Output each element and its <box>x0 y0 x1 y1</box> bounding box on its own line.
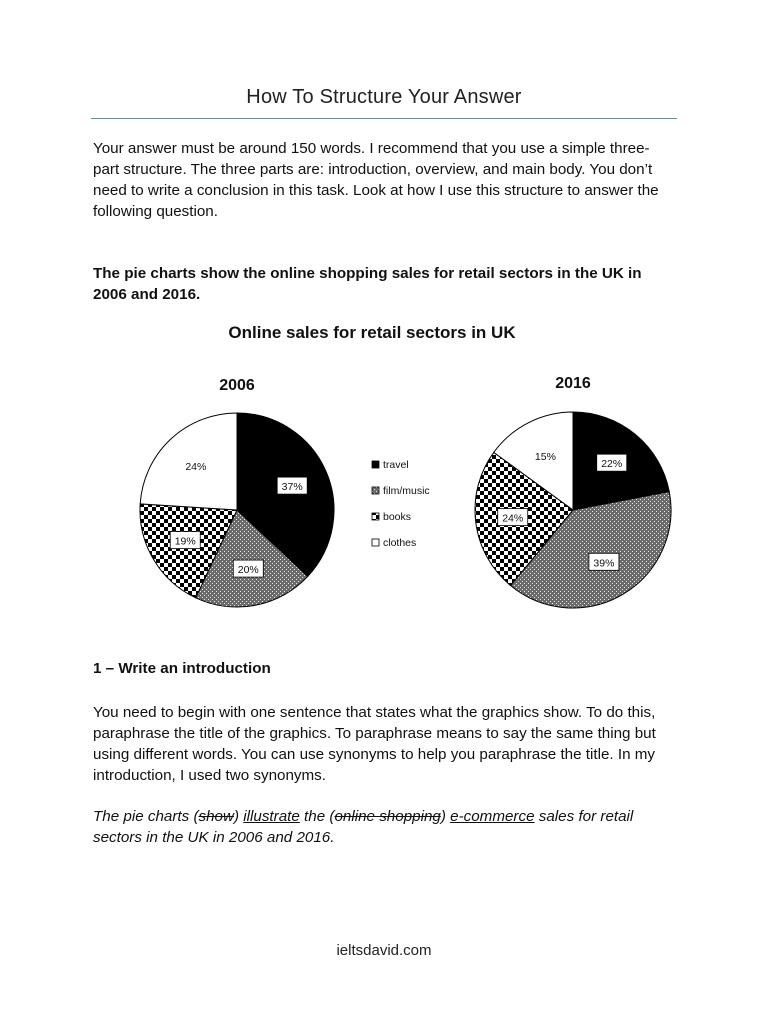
section-paragraph: You need to begin with one sentence that states what the graphics show. To do this, paraphrase the title of the graphics. To paraphrase means to say the same thing but using different words. You can use synonyms to help you paraphrase the title. In my introduction, I used two synonyms. <box>93 704 656 784</box>
svg-text:24%: 24% <box>502 512 524 525</box>
struck-word: show <box>198 808 234 825</box>
pie-value-label <box>535 451 556 463</box>
pie-value-label <box>170 532 200 549</box>
legend-item <box>372 511 411 523</box>
legend-item <box>372 537 416 549</box>
svg-text:travel: travel <box>383 459 409 471</box>
pie-value-label <box>597 454 627 471</box>
legend-item <box>372 459 409 471</box>
svg-text:20%: 20% <box>237 564 259 577</box>
svg-text:24%: 24% <box>185 461 207 474</box>
intro-paragraph: Your answer must be around 150 words. I recommend that you use a simple three-part structure. The three parts are: introduction, overview, and main body. You don’t need to write a conclusion in this task. Look at how I use this structure to answer the following question. <box>93 140 659 220</box>
example-text: the ( <box>299 808 335 825</box>
svg-text:39%: 39% <box>593 557 615 570</box>
title-divider <box>91 118 677 119</box>
svg-text:clothes: clothes <box>383 537 417 549</box>
example-sentence <box>93 806 671 848</box>
legend-item <box>372 485 430 497</box>
pie-value-label <box>233 560 263 577</box>
svg-text:15%: 15% <box>534 450 556 463</box>
pie-2006 <box>140 377 334 607</box>
example-text: ) <box>233 808 244 825</box>
pie-year-label: 2006 <box>219 377 255 394</box>
footer-site: ieltsdavid.com <box>336 942 432 959</box>
pie-value-label <box>185 461 206 473</box>
svg-text:19%: 19% <box>174 535 196 548</box>
task-question: The pie charts show the online shopping sales for retail sectors in the UK in 2006 and 2016. <box>93 265 642 303</box>
example-text: sales for retail sectors in the UK in 2006 and 2016. <box>93 808 634 846</box>
pie-chart-figure <box>0 315 768 635</box>
pie-2016 <box>475 375 671 608</box>
synonym-word: e-commerce <box>450 808 535 825</box>
example-text: ) <box>440 808 451 825</box>
pie-charts-svg <box>0 315 768 635</box>
svg-text:film/music: film/music <box>383 485 430 497</box>
section-heading-introduction: 1 – Write an introduction <box>93 660 271 677</box>
example-text: The pie charts ( <box>93 808 199 825</box>
pie-year-label: 2016 <box>555 375 591 392</box>
pie-value-label <box>277 477 307 494</box>
chart-title: Online sales for retail sectors in UK <box>228 323 516 342</box>
svg-text:books: books <box>383 511 412 523</box>
struck-word: online shopping <box>334 808 441 825</box>
page-title: How To Structure Your Answer <box>246 86 522 108</box>
svg-text:22%: 22% <box>601 458 623 471</box>
synonym-word: illustrate <box>243 808 300 825</box>
svg-text:37%: 37% <box>281 481 303 494</box>
pie-value-label <box>589 553 619 570</box>
pie-value-label <box>498 509 528 526</box>
